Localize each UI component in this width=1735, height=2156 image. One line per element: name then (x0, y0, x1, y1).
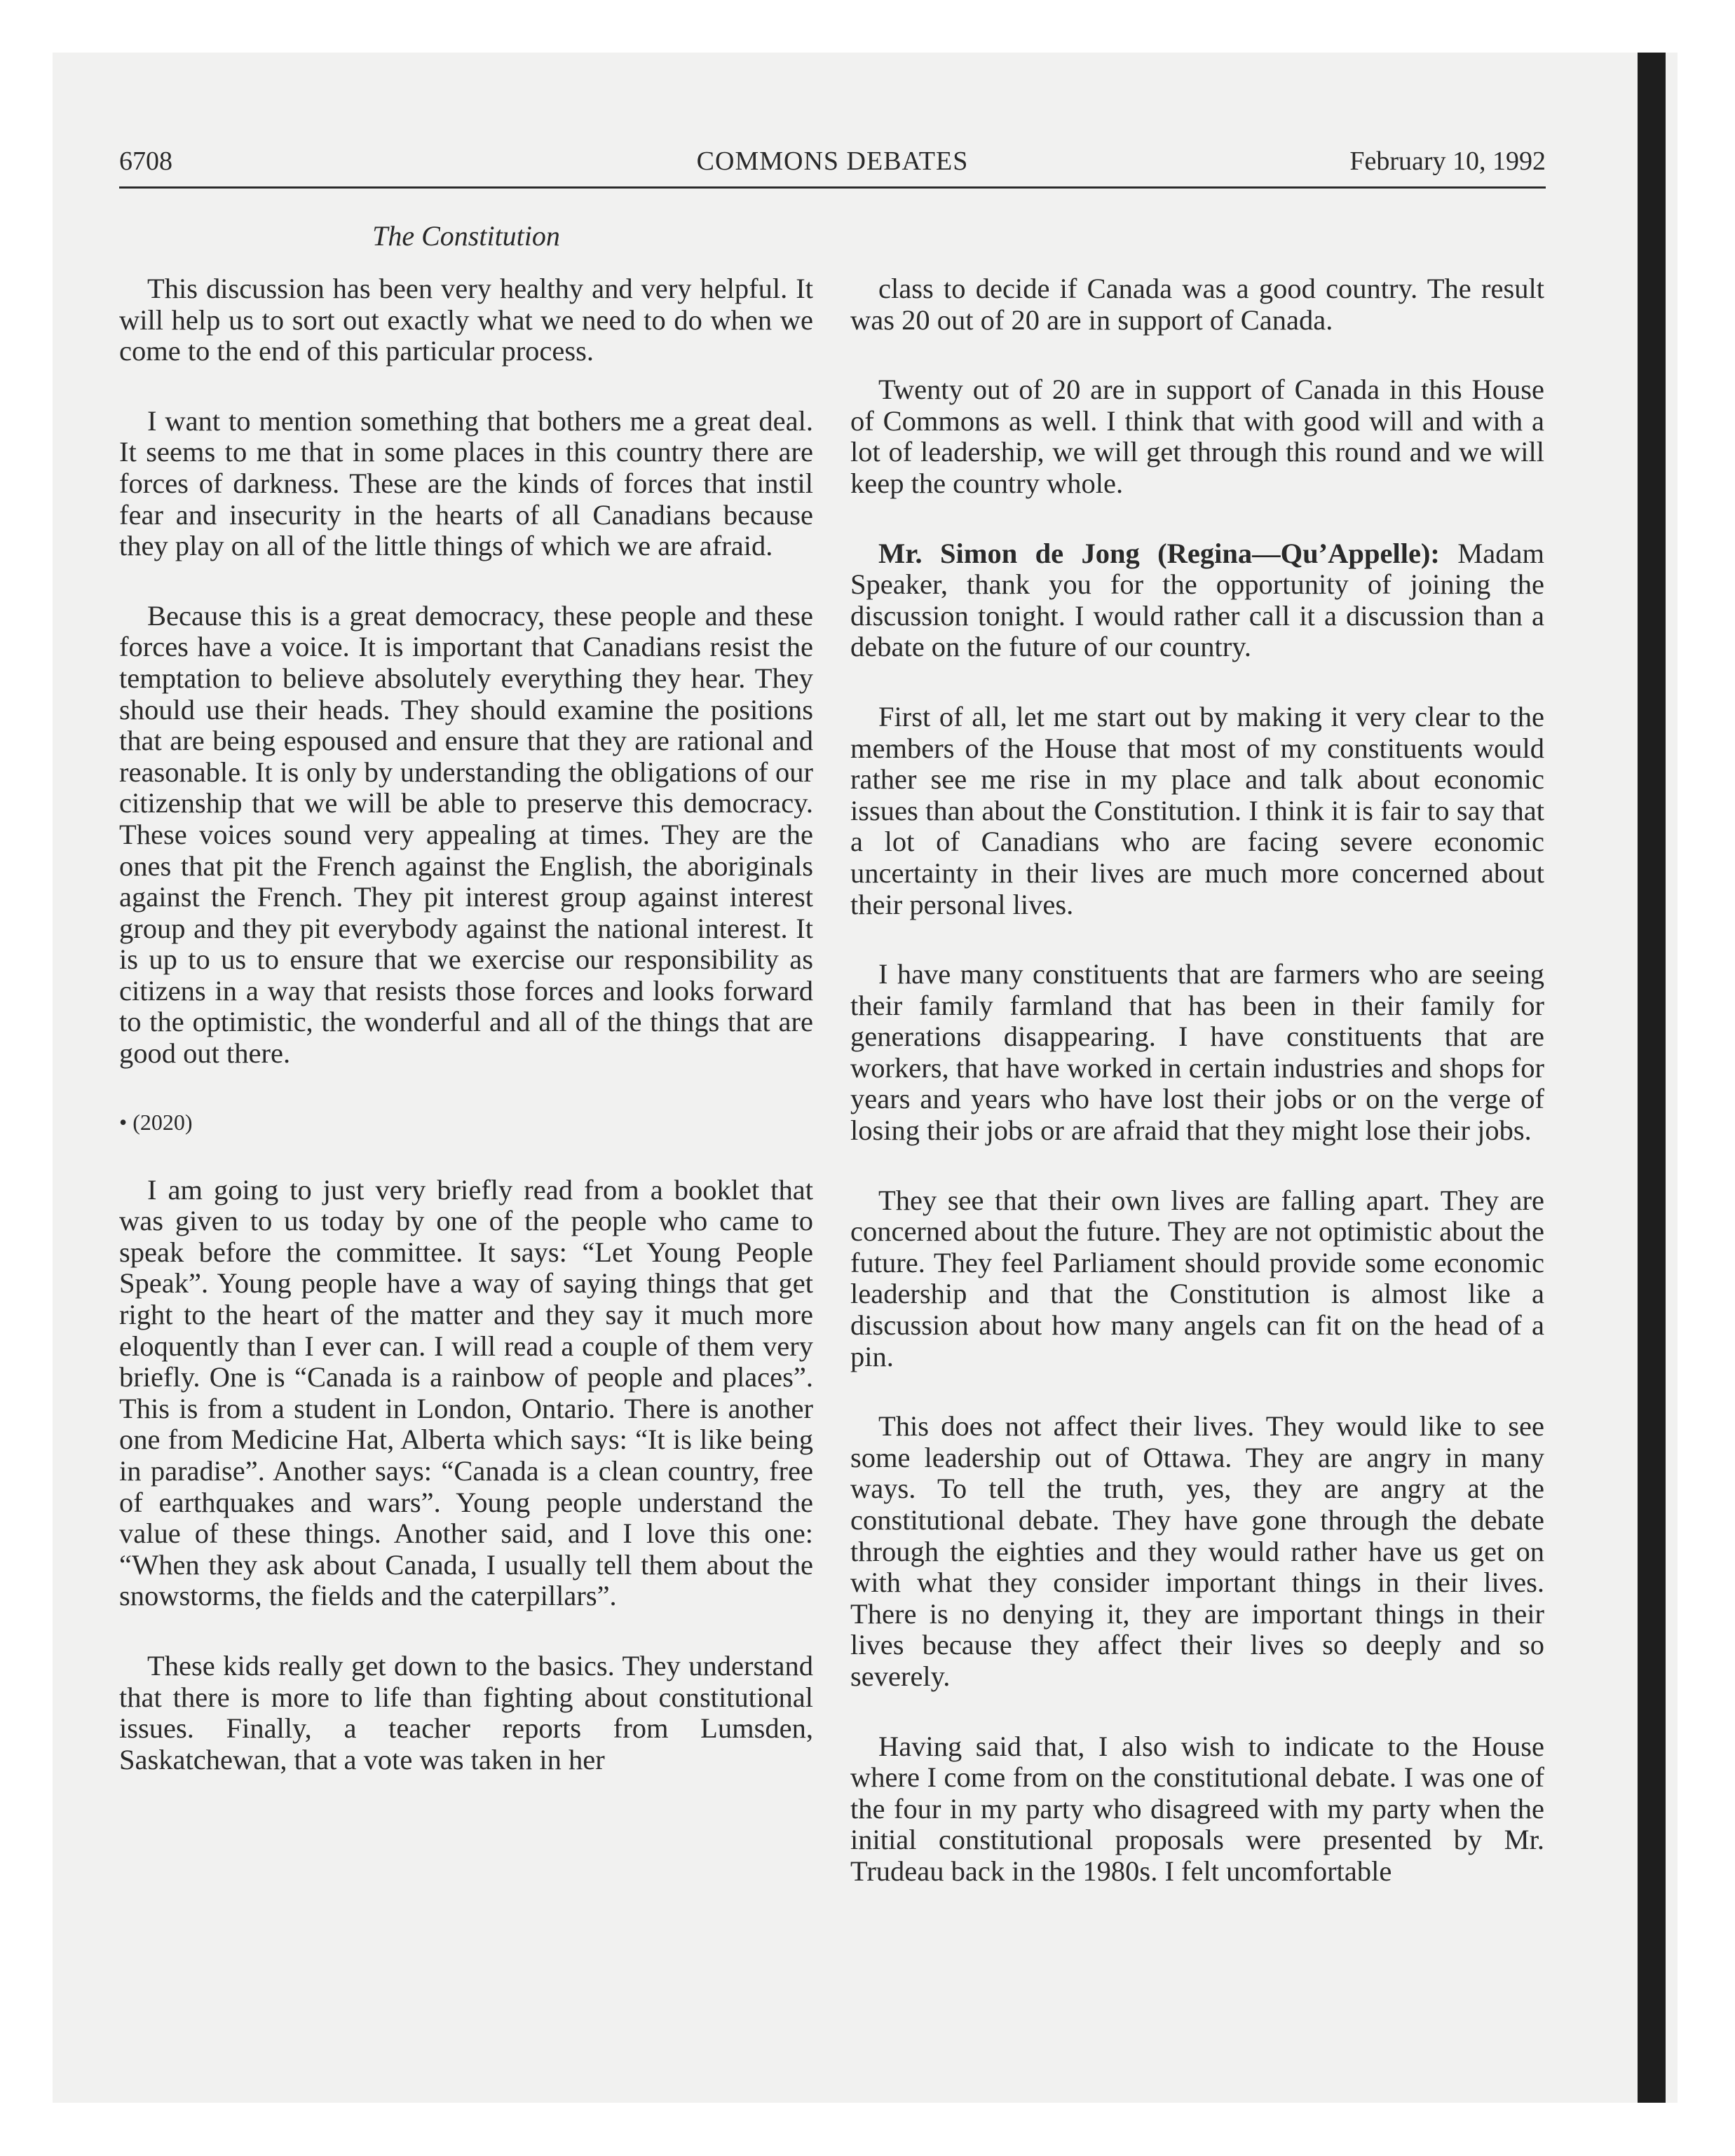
speaker-name: Mr. Simon de Jong (Regina—Qu’Appelle): (878, 537, 1440, 569)
paragraph: Twenty out of 20 are in support of Canada in this House of Commons as well. I think that with good will and with a lot of leadership, we will get through this round and we will keep the country whole. (850, 374, 1544, 499)
paragraph: These kids really get down to the basics. They understand that there is more to life than fighting about constitutional issues. Finally, a teacher reports from Lumsden, Saskatchewan, that a vote was taken in her (119, 1649, 813, 1775)
paragraph: Having said that, I also wish to indicate to the House where I come from on the constitutional debate. I was one of the four in my party who disagreed with my party when the initial constitutional proposals were presented by Mr. Trudeau back in the 1980s. I felt uncomfortable (850, 1730, 1544, 1887)
page-number: 6708 (119, 146, 172, 176)
time-marker: • (2020) (119, 1109, 193, 1135)
publication-title: COMMONS DEBATES (696, 146, 969, 176)
running-header (119, 146, 1546, 189)
section-title: The Constitution (372, 220, 560, 252)
paragraph: This discussion has been very healthy and very helpful. It will help us to sort out exactly what we need to do when we come to the end of this particular process. (119, 273, 813, 367)
paragraph: They see that their own lives are falling apart. They are concerned about the future. They are not optimistic about the future. They feel Parliament should provide some economic leadership and that the Constitution is almost like a discussion about how many angels can fit on the head of a pin. (850, 1184, 1544, 1372)
speaker-paragraph (850, 538, 1544, 663)
header-rule (119, 186, 1546, 189)
publication-date: February 10, 1992 (1349, 146, 1546, 176)
right-column (850, 273, 1544, 1926)
paragraph: Because this is a great democracy, these people and these forces have a voice. It is important that Canadians resist the temptation to believe absolutely everything they hear. They should use their heads. They should examine the positions that are being espoused and ensure that they are rational and reasonable. It is only by understanding the obligations of our citizenship that we will be able to preserve this democracy. These voices sound very appealing at times. They are the ones that pit the French against the English, the aboriginals against the French. They pit interest group against interest group and they pit everybody against the national interest. It is up to us to ensure that we exercise our responsibility as citizens in a way that resists those forces and looks forward to the optimistic, the wonderful and all of the things that are good out there. (119, 599, 813, 1070)
paragraph: This does not affect their lives. They would like to see some leadership out of Ottawa. They are angry in many ways. To tell the truth, yes, they are angry at the constitutional debate. They have gone through the debate through the eighties and they would rather have us get on with what they consider important things in their lives. There is no denying it, they are important things in their lives because they affect their lives so deeply and so severely. (850, 1410, 1544, 1692)
paragraph: I am going to just very briefly read from a booklet that was given to us today by one of the people who came to speak before the committee. It says: “Let Young People Speak”. Young people have a way of saying things that get right to the heart of the matter and they say it much more eloquently than I ever can. I will read a couple of them very briefly. One is “Canada is a rainbow of people and places”. This is from a student in London, Ontario. There is another one from Medicine Hat, Alberta which says: “It is like being in paradise”. Another says: “Canada is a clean country, free of earthquakes and wars”. Young people understand the value of these things. Another said, and I love this one: “When they ask about Canada, I usually tell them about the snowstorms, the fields and the caterpillars”. (119, 1173, 813, 1612)
paragraph: I want to mention something that bothers me a great deal. It seems to me that in some places in this country there are forces of darkness. These are the kinds of forces that instil fear and insecurity in the hearts of all Canadians because they play on all of the little things of which we are afraid. (119, 404, 813, 562)
paragraph: First of all, let me start out by making it very clear to the members of the House that most of my constituents would rather see me rise in my place and talk about economic issues than about the Constitution. I think it is fair to say that a lot of Canadians who are facing severe economic uncertainty in their lives are much more concerned about their personal lives. (850, 700, 1544, 920)
speaker-text: Madam Speaker, thank you for the opportunity of joining the discussion tonight. I would rather call it a discussion than a debate on the future of our country. (850, 537, 1544, 663)
paragraph: class to decide if Canada was a good country. The result was 20 out of 20 are in support of Canada. (850, 273, 1544, 336)
scan-edge-shadow (1638, 53, 1666, 2103)
left-column (119, 273, 813, 1814)
paragraph: I have many constituents that are farmers who are seeing their family farmland that has been in their family for generations disappearing. I have constituents that are workers, that have worked in certain industries and shops for years and years who have lost their jobs or on the verge of losing their jobs or are afraid that they might lose their jobs. (850, 958, 1544, 1147)
